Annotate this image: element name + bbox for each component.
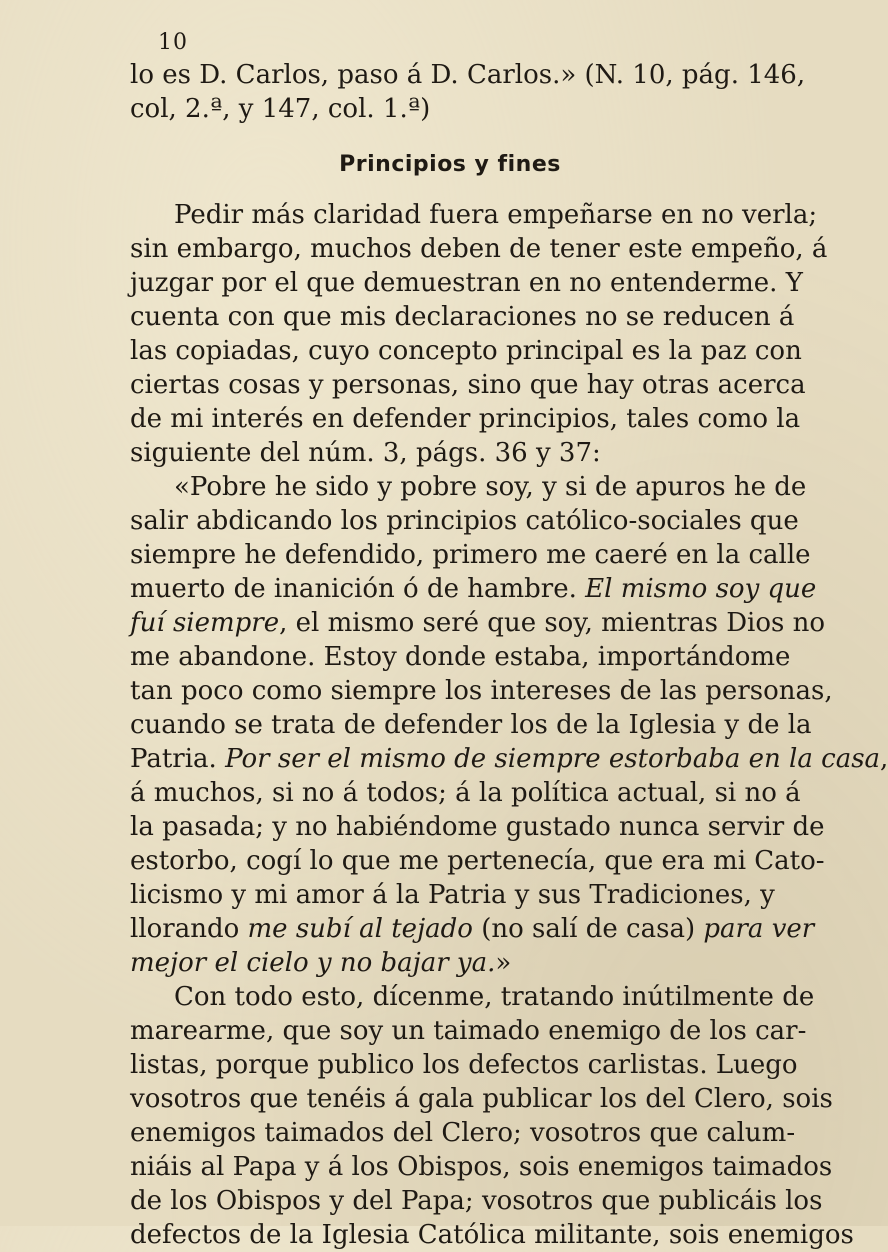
text-line: enemigos taimados del Clero; vosotros que calum- (130, 1118, 796, 1148)
text-line: col, 2.ª, y 147, col. 1.ª) (130, 94, 431, 124)
page-number: 10 (158, 30, 188, 55)
text-line: Con todo esto, dícenme, tratando inútilmente de (174, 982, 815, 1012)
text-line (130, 572, 817, 606)
italic-run: me subí al tejado (247, 914, 473, 944)
text-line: listas, porque publico los defectos carlistas. Luego (130, 1050, 798, 1080)
text-line: de mi interés en defender principios, tales como la (130, 404, 801, 434)
italic-run: El mismo soy que (585, 574, 817, 604)
italic-run: mejor el cielo y no bajar ya. (130, 948, 496, 978)
text-line: salir abdicando los principios católico-sociales que (130, 506, 799, 536)
text-run: (no salí de casa) (472, 914, 704, 944)
italic-run: fuí siempre (130, 608, 280, 638)
text-line: las copiadas, cuyo concepto principal es la paz con (130, 336, 802, 366)
text-line: tan poco como siempre los intereses de las personas, (130, 676, 833, 706)
text-line: sin embargo, muchos deben de tener este empeño, á (130, 234, 828, 264)
text-line (130, 946, 770, 980)
body-text (130, 58, 888, 1252)
text-line: Pedir más claridad fuera empeñarse en no verla; (174, 200, 818, 230)
text-run: , (880, 744, 888, 774)
text-line: cuando se trata de defender los de la Iglesia y de la (130, 710, 812, 740)
text-line: lo es D. Carlos, paso á D. Carlos.» (N. 10, pág. 146, (130, 60, 806, 90)
section-heading: Principios y fines (339, 152, 561, 177)
text-line: ciertas cosas y personas, sino que hay otras acerca (130, 370, 806, 400)
text-line (130, 742, 888, 776)
text-line (130, 606, 826, 640)
text-line: vosotros que tenéis á gala publicar los del Clero, sois (130, 1084, 833, 1114)
text-line: defectos de la Iglesia Católica militante, sois enemigos (130, 1220, 854, 1250)
text-line: cuenta con que mis declaraciones no se reducen á (130, 302, 795, 332)
text-line: «Pobre he sido y pobre soy, y si de apuros he de (174, 472, 807, 502)
text-run: llorando (130, 914, 248, 944)
text-line: de los Obispos y del Papa; vosotros que publicáis los (130, 1186, 823, 1216)
text-run: » (495, 948, 512, 978)
text-line: niáis al Papa y á los Obispos, sois enemigos taimados (130, 1152, 833, 1182)
text-line: licismo y mi amor á la Patria y sus Tradiciones, y (130, 880, 775, 910)
text-line: juzgar por el que demuestran en no entenderme. Y (130, 268, 803, 298)
text-run: , el mismo seré que soy, mientras Dios no (279, 608, 826, 638)
text-line: siempre he defendido, primero me caeré en la calle (130, 540, 811, 570)
text-line (130, 912, 815, 946)
italic-run: para ver (703, 914, 815, 944)
text-run: muerto de inanición ó de hambre. (130, 574, 586, 604)
text-line: la pasada; y no habiéndome gustado nunca servir de (130, 812, 825, 842)
text-line: estorbo, cogí lo que me pertenecía, que era mi Cato- (130, 846, 825, 876)
italic-run: Por ser el mismo de siempre estorbaba en la casa (225, 744, 881, 774)
text-line: siguiente del núm. 3, págs. 36 y 37: (130, 438, 601, 468)
text-line: á muchos, si no á todos; á la política actual, si no á (130, 778, 801, 808)
text-run: Patria. (130, 744, 226, 774)
text-line: me abandone. Estoy donde estaba, importándome (130, 642, 791, 672)
text-line: marearme, que soy un taimado enemigo de los car- (130, 1016, 807, 1046)
